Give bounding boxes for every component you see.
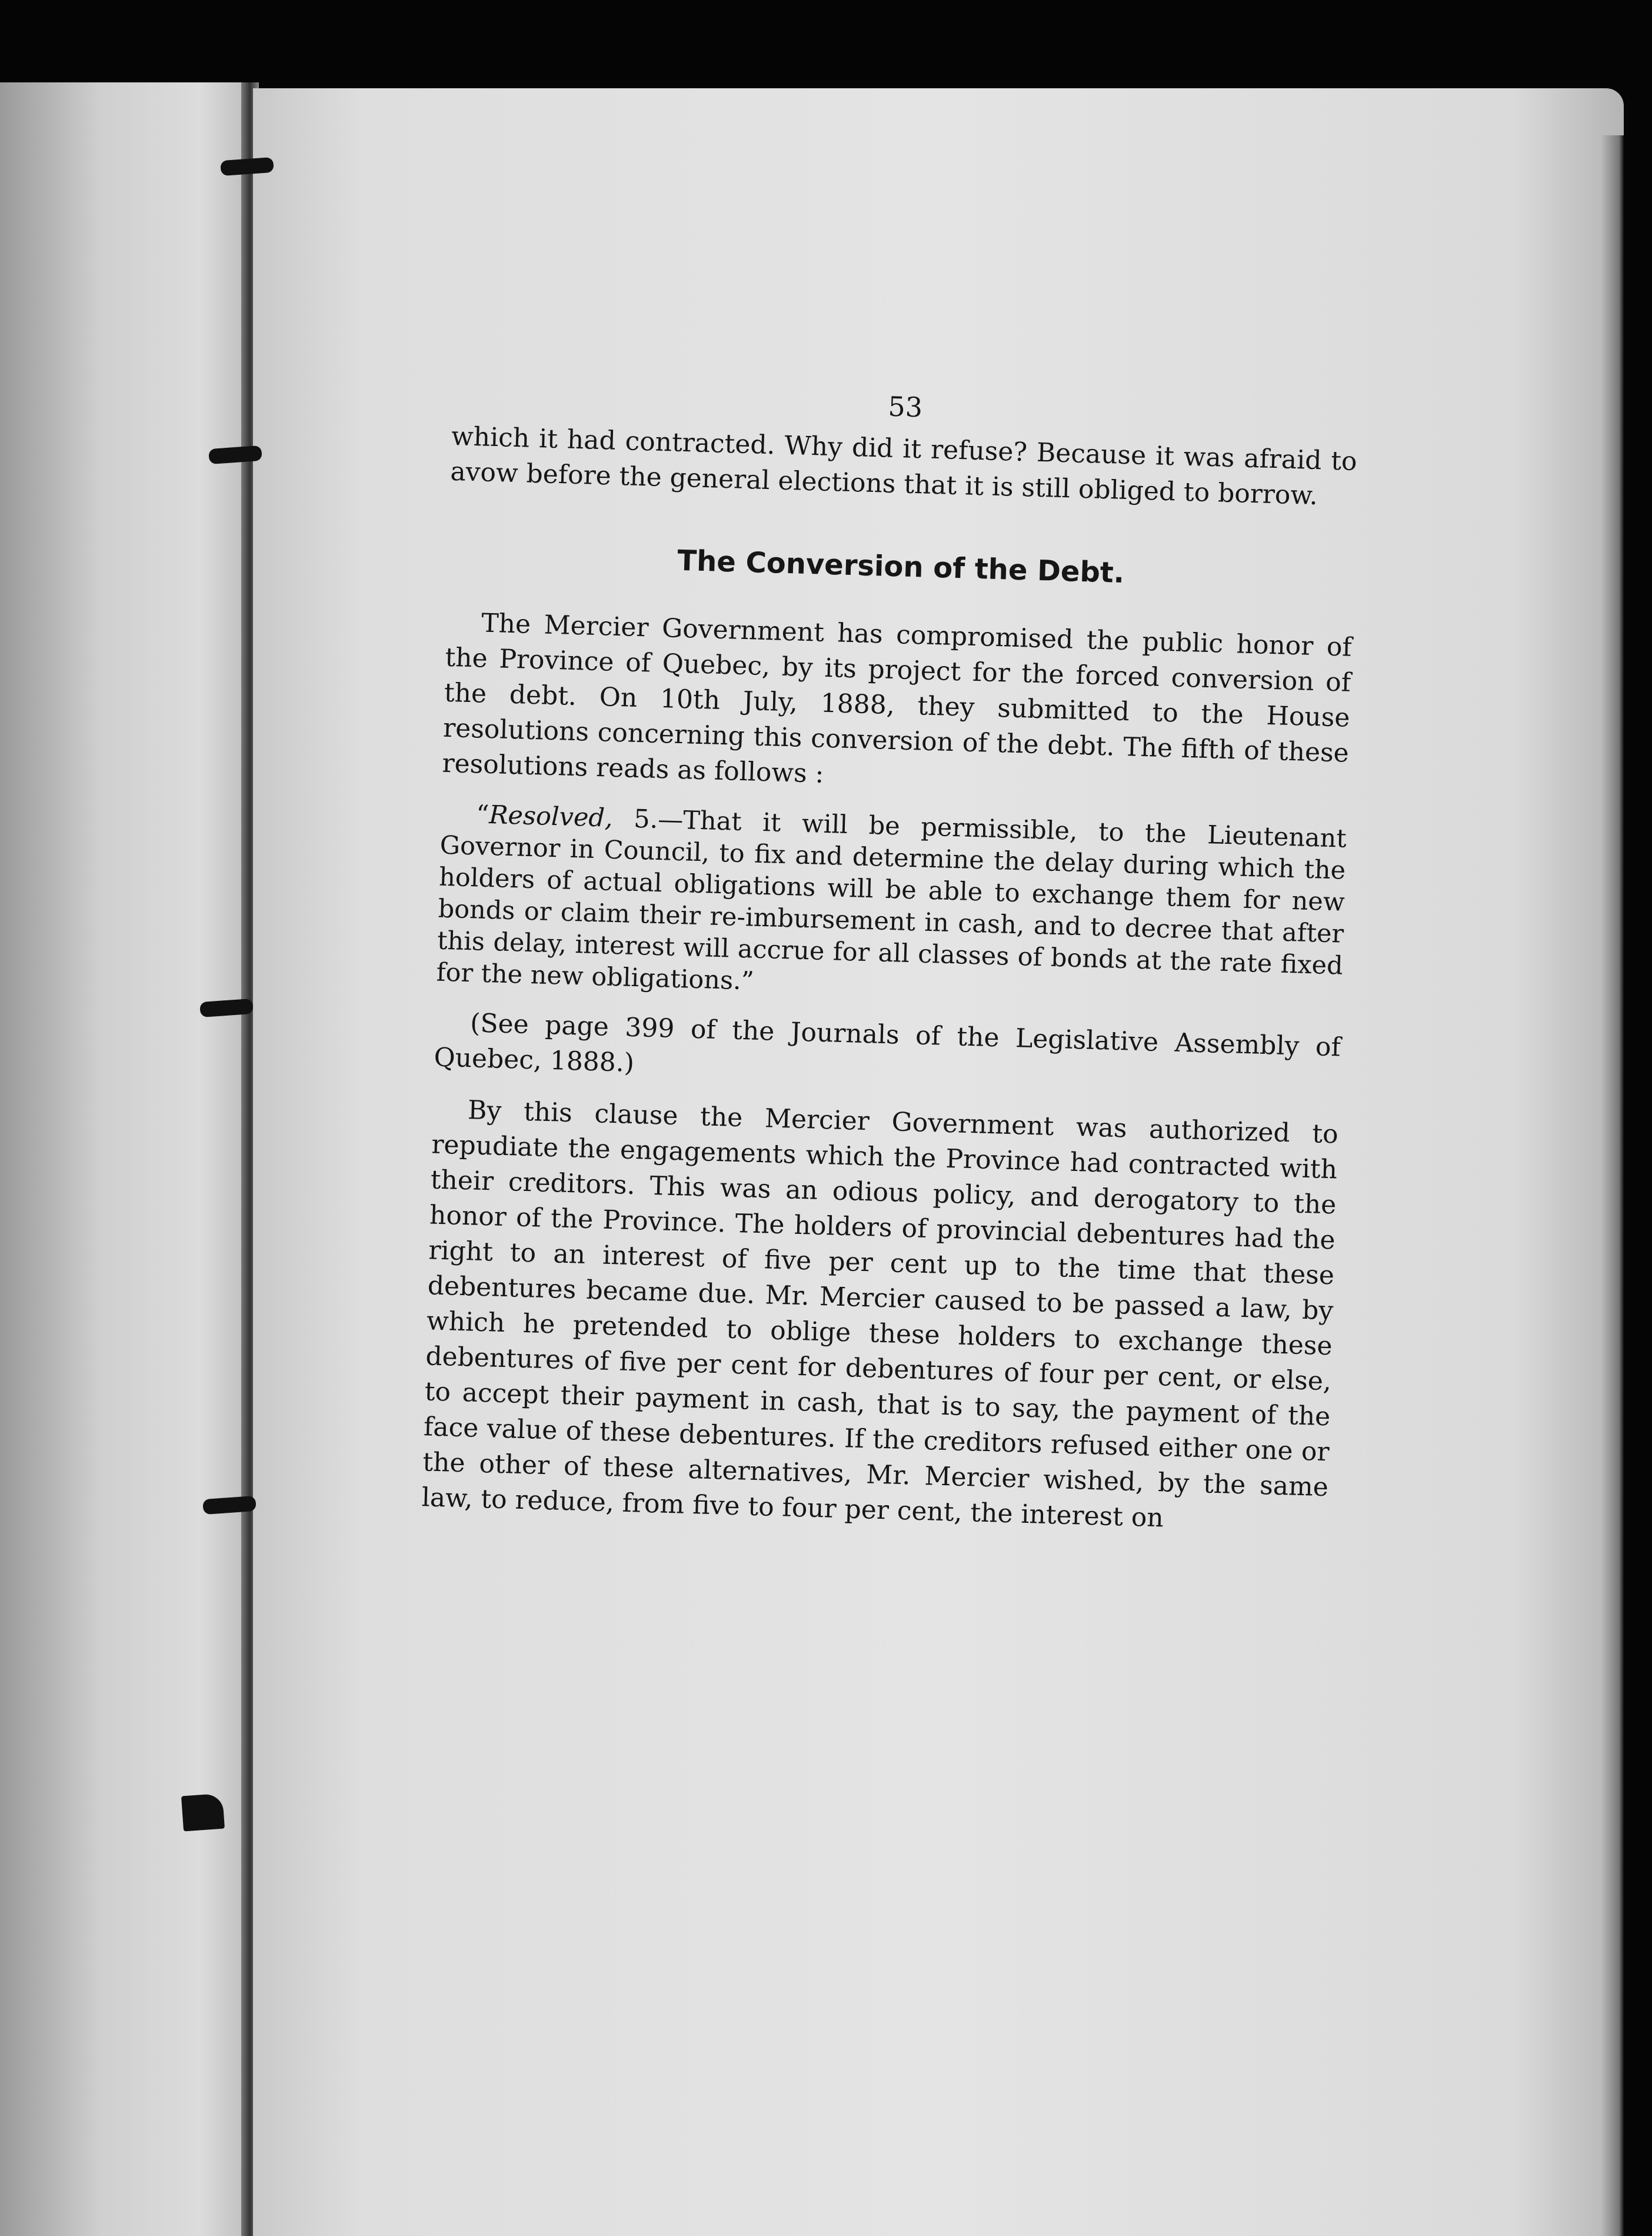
citation: (See page 399 of the Journals of the Legislative Assembly of Quebec, 1888.) (433, 1008, 1341, 1079)
body-paragraph: By this clause the Mercier Government was authorized to repudiate the engagements which the Province had contracted with their creditors. This was an odious policy, and derogatory to the honor of the Province. The holders of provincial debentures had the right to an interest of five per cent up to the time that these debentures became due. Mr. Mercier caused to be passed a law, by which he pretended to oblige these holders to exchange these debentures of five per cent for debentures of four per cent, or else, to accept their payment in cash, that is to say, the payment of the face value of these debentures. If the creditors refused either one or the other of these alternatives, Mr. Mercier wished, by the same law, to reduce, from five to four per cent, the interest on (421, 1095, 1339, 1533)
page-edge-shadow (1600, 135, 1624, 2236)
page-text (421, 377, 1358, 1557)
quote-text: 5.—That it will be permissible, to the Lieutenant Governor in Council, to fix and determine the delay during which the holders of actual obligations will be able to exchange them for new bonds or claim their re-imbursement in cash, and to decree that after this delay, interest will accrue for all classes of bonds at the rate fixed for the new obligations.” (436, 803, 1347, 996)
section-heading: The Conversion of the Debt. (677, 544, 1125, 590)
resolution-quote (436, 798, 1347, 1014)
quote-open-mark: “ (475, 800, 489, 830)
page-number: 53 (887, 390, 923, 424)
facing-page-edge (0, 82, 250, 2236)
body-paragraph: The Mercier Government has compromised the public honor of the Province of Quebec, by its project for the forced conversion of the debt. On 10th July, 1888, they submitted to the House resolutions concerning this conversion of the debt. The fifth of these resolutions reads as follows : (441, 608, 1353, 789)
continuation-paragraph: which it had contracted. Why did it refuse? Because it was afraid to avow before the general elections that it is still obliged to borrow. (449, 421, 1358, 511)
quote-lead: Resolved, (488, 800, 614, 833)
binding-stitch (181, 1794, 225, 1832)
